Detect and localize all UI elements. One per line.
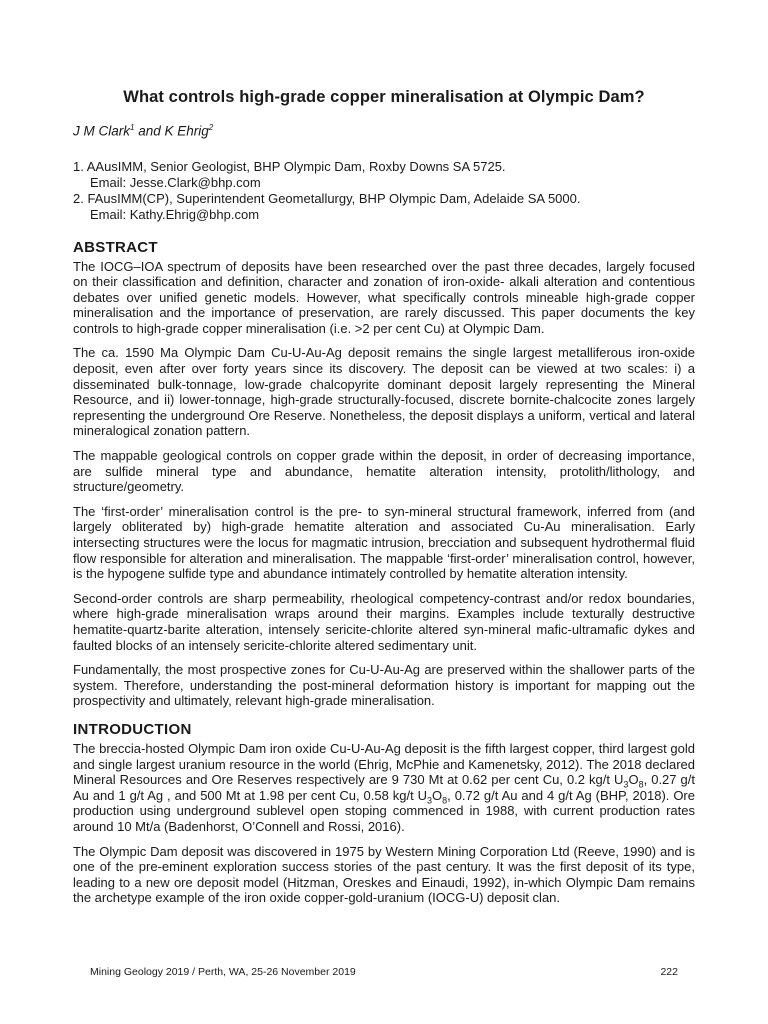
subscript-3: 3 bbox=[427, 795, 433, 806]
abstract-paragraph-4: The ‘first-order’ mineralisation control is the pre- to syn-mineral structural framework, inferred from (and largely obliterated by) high-grade hematite alteration and associated Cu-Au mineralisation. Early intersecting structures were the locus for magmatic intrusion, brecciation and subsequent hydrothermal fluid flow responsible for alteration and mineralisation. The mappable ‘first-order’ mineralisation control, however, is the hypogene sulfide type and abundance intimately controlled by hematite alteration intensity. bbox=[73, 503, 695, 582]
page-footer bbox=[90, 966, 678, 978]
author-2-name: K Ehrig bbox=[164, 123, 209, 139]
abstract-heading: ABSTRACT bbox=[73, 238, 158, 256]
abstract-paragraph-5: Second-order controls are sharp permeability, rheological competency-contrast and/or redox boundaries, where high-grade mineralisation wraps around their margins. Examples include texturally destructive hematite-quartz-barite alteration, intensely sericite-chlorite altered syn-mineral mafic-ultramafic dykes and faulted blocks of an intensely sericite-chlorite altered sedimentary unit. bbox=[73, 590, 695, 653]
introduction-paragraph-2: The Olympic Dam deposit was discovered in 1975 by Western Mining Corporation Ltd (Reeve, 1990) and is one of the pre-eminent exploration success stories of the past century. It was the first deposit of its type, leading to a new ore deposit model (Hitzman, Oreskes and Einaudi, 1992), in-which Olympic Dam remains the archetype example of the iron oxide copper-gold-uranium (IOCG-U) deposit clan. bbox=[73, 843, 695, 906]
affiliation-2-line: 2. FAusIMM(CP), Superintendent Geometallurgy, BHP Olympic Dam, Adelaide SA 5000. bbox=[73, 190, 581, 206]
affiliation-1-email: Email: Jesse.Clark@bhp.com bbox=[90, 174, 261, 190]
introduction-heading: INTRODUCTION bbox=[73, 720, 192, 738]
paper-title: What controls high-grade copper mineralisation at Olympic Dam? bbox=[123, 88, 645, 106]
subscript-8: 8 bbox=[638, 779, 644, 790]
abstract-paragraph-6: Fundamentally, the most prospective zones for Cu-U-Au-Ag are preserved within the shallower parts of the system. Therefore, understanding the post-mineral deformation history is important for mapping out the prospectivity and ultimately, relevant high-grade mineralisation. bbox=[73, 662, 695, 709]
author-connector: and bbox=[134, 123, 165, 139]
author-1-sup: 1 bbox=[130, 123, 135, 132]
affiliation-1-line: 1. AAusIMM, Senior Geologist, BHP Olympic Dam, Roxby Downs SA 5725. bbox=[73, 158, 506, 174]
intro-text-a: The breccia-hosted Olympic Dam iron oxide Cu-U-Au-Ag deposit is the fifth largest copper, third largest gold and single largest uranium resource in the world (Ehrig, McPhie and Kamenetsky, 2012). The 2018 declared Mineral Resources and Ore Reserves respectively are 9 730 Mt at 0.62 per cent Cu, 0.2 kg/t U bbox=[73, 740, 695, 788]
author-1-name: J M Clark bbox=[73, 123, 130, 139]
intro-text-c: , 0.72 g/t Au and 4 g/t Ag (BHP, 2018). Ore production using underground sublevel open stoping commenced in 1988, with current production rates around 10 Mt/a (Badenhorst, O’Connell and Rossi, 2016). bbox=[73, 787, 695, 834]
subscript-3: 3 bbox=[623, 779, 629, 790]
author-2-sup: 2 bbox=[208, 123, 214, 132]
abstract-paragraph-3: The mappable geological controls on copper grade within the deposit, in order of decreasing importance, are sulfide mineral type and abundance, hematite alteration intensity, protolith/lithology, and structure/geometry. bbox=[73, 448, 695, 495]
intro-text-o: O bbox=[432, 787, 443, 803]
intro-text-o: O bbox=[628, 772, 639, 788]
introduction-paragraph-1 bbox=[73, 741, 695, 835]
affiliations bbox=[73, 159, 695, 223]
abstract-paragraph-2: The ca. 1590 Ma Olympic Dam Cu-U-Au-Ag deposit remains the single largest metalliferous iron-oxide deposit, even after over forty years since its discovery. The deposit can be viewed at two scales: i) a disseminated bulk-tonnage, low-grade chalcopyrite dominant deposit largely representing the Mineral Resource, and ii) lower-tonnage, high-grade structurally-focused, discrete bornite-chalcocite zones largely representing the underground Ore Reserve. Nonetheless, the deposit displays a uniform, vertical and lateral mineralogical zonation pattern. bbox=[73, 345, 695, 439]
author-line bbox=[73, 123, 695, 139]
footer-conference: Mining Geology 2019 / Perth, WA, 25-26 November 2019 bbox=[90, 966, 356, 978]
paper-page bbox=[73, 88, 695, 915]
abstract-paragraph-1: The IOCG–IOA spectrum of deposits have been researched over the past three decades, largely focused on their classification and definition, character and zonation of iron-oxide- alkali alteration and contentious debates over unified genetic models. However, what specifically controls mineable high-grade copper mineralisation and the importance of preservation, are rarely discussed. This paper documents the key controls to high-grade copper mineralisation (i.e. >2 per cent Cu) at Olympic Dam. bbox=[73, 258, 695, 336]
intro-text-b: , 0.27 g/t Au and 1 g/t Ag , and 500 Mt at 1.98 per cent Cu, 0.58 kg/t U bbox=[73, 772, 695, 803]
affiliation-2-email: Email: Kathy.Ehrig@bhp.com bbox=[90, 206, 260, 222]
subscript-8: 8 bbox=[442, 795, 448, 806]
page-number: 222 bbox=[660, 966, 678, 978]
